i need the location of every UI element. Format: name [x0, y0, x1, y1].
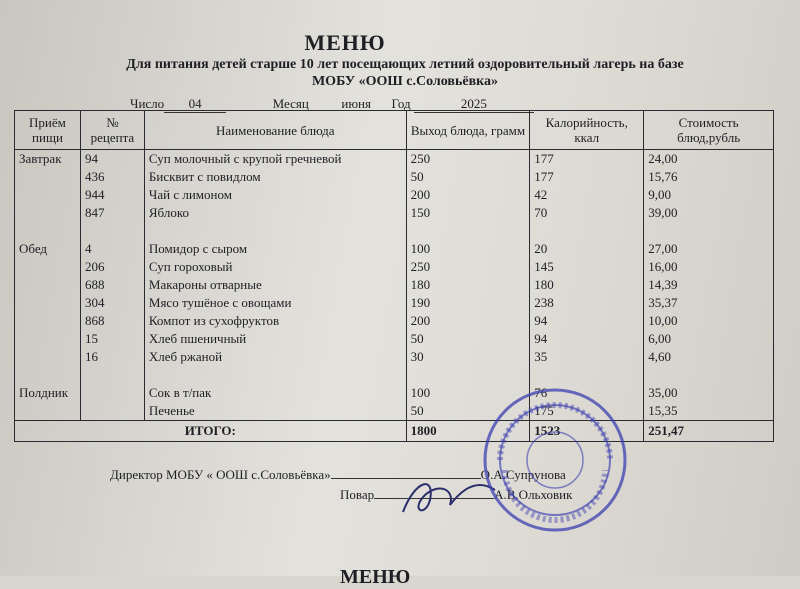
item-cost: 4,60	[648, 349, 671, 364]
day-label: Число	[130, 96, 165, 111]
director-name: О.А.Супрунова	[480, 467, 566, 482]
item-dish: Сок в т/пак	[148, 385, 212, 400]
page-title: МЕНЮ	[304, 30, 386, 55]
item-recipe: 847	[84, 205, 105, 220]
item-output: 190	[410, 295, 431, 310]
item-kcal: 145	[534, 259, 554, 274]
total-output: 1800	[406, 421, 530, 442]
meal-name: Обед	[19, 241, 48, 256]
item-output: 50	[410, 403, 424, 418]
meal-name: Завтрак	[19, 151, 62, 166]
item-cost: 39,00	[648, 205, 678, 220]
item-output: 200	[410, 187, 431, 202]
day-value: 04	[164, 96, 226, 113]
cook-label: Повар	[340, 487, 375, 502]
item-kcal: 35	[534, 349, 548, 364]
item-kcal: 76	[534, 385, 548, 400]
meal-spacer	[19, 168, 76, 186]
item-cost: 16,00	[648, 259, 678, 274]
item-recipe: 868	[84, 313, 105, 328]
item-dish: Хлеб ржаной	[148, 349, 223, 364]
item-dish: Компот из сухофруктов	[148, 313, 280, 328]
cook-name: А.В.Ольховик	[494, 487, 573, 502]
item-output: 50	[410, 331, 424, 346]
item-kcal: 177	[534, 169, 554, 184]
menu-table	[14, 110, 774, 442]
month-value: июня	[341, 96, 371, 111]
item-cost: 6,00	[648, 331, 671, 346]
item-recipe: 15	[84, 331, 98, 346]
header-kcal: Калорийность, ккал	[530, 111, 644, 150]
total-label: ИТОГО:	[15, 421, 407, 442]
item-dish: Мясо тушёное с овощами	[148, 295, 292, 310]
item-kcal: 94	[534, 331, 548, 346]
item-cost: 27,00	[648, 241, 678, 256]
item-output: 30	[410, 349, 424, 364]
item-dish: Чай с лимоном	[148, 187, 232, 202]
director-label: Директор МОБУ « ООШ с.Соловьёвка»	[110, 467, 331, 482]
header-output: Выход блюда, грамм	[406, 111, 530, 150]
header-meal: Приём пищи	[15, 111, 81, 150]
item-kcal: 20	[534, 241, 548, 256]
cost-column	[644, 150, 774, 421]
item-output: 250	[410, 151, 431, 166]
meal-column	[15, 150, 81, 421]
item-kcal: 175	[534, 403, 554, 418]
item-kcal: 70	[534, 205, 548, 220]
item-cost: 24,00	[648, 151, 678, 166]
item-recipe: 94	[84, 151, 98, 166]
item-recipe: 304	[84, 295, 105, 310]
item-dish: Хлеб пшеничный	[148, 331, 247, 346]
item-dish: Бисквит с повидлом	[148, 169, 261, 184]
item-output: 180	[410, 277, 431, 292]
header-cost: Стоимость блюд,рубль	[644, 111, 774, 150]
item-dish: Суп молочный с крупой гречневой	[148, 151, 342, 166]
meal-spacer	[19, 330, 76, 348]
output-column	[406, 150, 530, 421]
item-kcal: 238	[534, 295, 554, 310]
item-recipe: 4	[84, 241, 92, 256]
item-recipe: 436	[84, 169, 105, 184]
item-dish: Суп гороховый	[148, 259, 233, 274]
total-row	[15, 421, 774, 442]
next-page-title: МЕНЮ	[340, 566, 411, 588]
item-kcal: 42	[534, 187, 548, 202]
item-dish: Макароны отварные	[148, 277, 262, 292]
subtitle-line-1: Для питания детей старше 10 лет посещающих летний оздоровительный лагерь на базе	[126, 57, 684, 72]
month-label: Месяц	[272, 96, 309, 111]
recipe-column	[80, 150, 144, 421]
item-dish: Яблоко	[148, 205, 189, 220]
item-cost: 14,39	[648, 277, 678, 292]
item-dish: Печенье	[148, 403, 195, 418]
item-cost: 35,00	[648, 385, 678, 400]
meal-name: Полдник	[19, 385, 69, 400]
meal-spacer	[19, 402, 76, 420]
item-cost: 10,00	[648, 313, 678, 328]
header-row	[15, 111, 774, 150]
kcal-column	[530, 150, 644, 421]
meal-spacer	[19, 312, 76, 330]
subtitle-line-2: МОБУ «ООШ с.Соловьёвка»	[311, 74, 499, 89]
item-cost: 15,35	[648, 403, 678, 418]
item-output: 250	[410, 259, 431, 274]
item-output: 50	[410, 169, 424, 184]
header-dish: Наименование блюда	[144, 111, 406, 150]
item-output: 150	[410, 205, 431, 220]
dish-column	[144, 150, 406, 421]
item-recipe: 688	[84, 277, 105, 292]
year-value: 2025	[414, 96, 534, 113]
item-output: 100	[410, 241, 431, 256]
meal-spacer	[19, 204, 76, 222]
item-cost: 15,76	[648, 169, 678, 184]
item-dish: Помидор с сыром	[148, 241, 248, 256]
meal-spacer	[19, 348, 76, 366]
item-recipe	[85, 402, 140, 420]
item-kcal: 177	[534, 151, 554, 166]
item-recipe: 206	[84, 259, 105, 274]
meal-spacer	[19, 258, 76, 276]
official-stamp	[480, 385, 630, 535]
item-output: 100	[410, 385, 431, 400]
meal-spacer	[19, 294, 76, 312]
total-kcal: 1523	[530, 421, 644, 442]
total-cost: 251,47	[644, 421, 774, 442]
year-label: Год	[391, 96, 411, 111]
item-recipe: 944	[84, 187, 105, 202]
table-body-row	[15, 150, 774, 421]
meal-spacer	[19, 186, 76, 204]
header-recipe: № рецепта	[80, 111, 144, 150]
item-kcal: 94	[534, 313, 548, 328]
item-output: 200	[410, 313, 431, 328]
meal-spacer	[19, 276, 76, 294]
item-recipe: 16	[84, 349, 98, 364]
item-cost: 9,00	[648, 187, 671, 202]
item-recipe	[85, 384, 140, 402]
item-cost: 35,37	[648, 295, 678, 310]
item-kcal: 180	[534, 277, 554, 292]
